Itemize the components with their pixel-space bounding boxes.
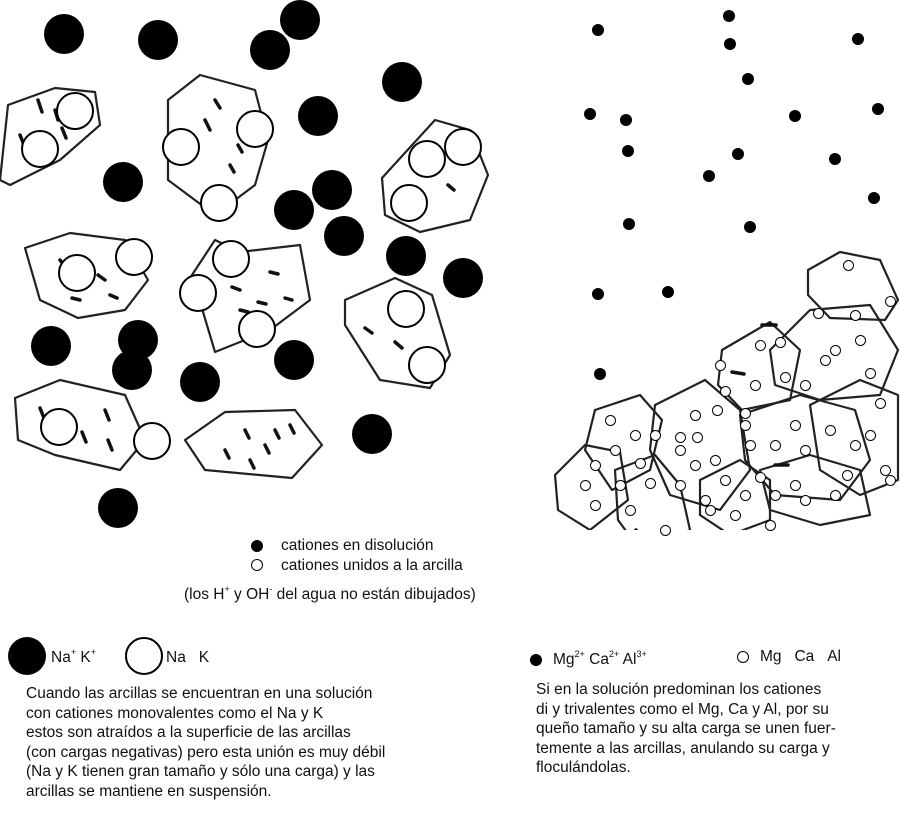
bound-cation — [715, 360, 726, 371]
dissolved-cation — [180, 362, 220, 402]
bound-cation — [842, 470, 853, 481]
dissolved-cation — [274, 190, 314, 230]
dissolved-cation — [852, 33, 864, 45]
dissolved-cation — [872, 103, 884, 115]
bound-cation — [765, 520, 776, 531]
right-explanation: Si en la solución predominan los cationes di y trivalentes como el Mg, Ca y Al, por su queño tamaño y su alta carga se unen fuer- temente a las arcillas, anulando su carga y floculándolas. — [536, 681, 836, 776]
dissolved-cation — [298, 96, 338, 136]
dissolved-cation — [723, 10, 735, 22]
dissolved-cation — [324, 216, 364, 256]
bound-cation — [740, 490, 751, 501]
bound-cation — [200, 184, 238, 222]
dissolved-cation — [829, 153, 841, 165]
bound-cation — [610, 445, 621, 456]
bound-cation — [755, 472, 766, 483]
bound-cation — [770, 490, 781, 501]
bound-cation — [710, 455, 721, 466]
bound-cation — [675, 480, 686, 491]
dissolved-cation — [31, 326, 71, 366]
dissolved-cation — [732, 148, 744, 160]
bound-cation — [179, 274, 217, 312]
dissolved-cation — [98, 488, 138, 528]
bound-cation — [635, 458, 646, 469]
dissolved-cation — [868, 192, 880, 204]
bound-cation — [605, 415, 616, 426]
dissolved-cation — [622, 145, 634, 157]
bound-cation — [675, 445, 686, 456]
legend-dissolved-label: cationes en disolución — [281, 537, 434, 554]
bound-cation — [590, 460, 601, 471]
bound-cation — [238, 310, 276, 348]
bound-cation — [745, 440, 756, 451]
clay-plate — [718, 322, 800, 410]
dissolved-cation — [280, 0, 320, 40]
bound-cation — [630, 430, 641, 441]
dissolved-cation — [112, 350, 152, 390]
dissolved-cation — [623, 218, 635, 230]
bound-cation — [133, 422, 171, 460]
bound-cation — [236, 110, 274, 148]
bound-cation — [690, 410, 701, 421]
bound-cation — [740, 408, 751, 419]
dissolved-cation — [789, 110, 801, 122]
bound-cation — [40, 408, 78, 446]
dissolved-cation — [592, 24, 604, 36]
bound-cation — [813, 308, 824, 319]
bound-cation-legend-icon — [251, 559, 263, 571]
bound-cation — [444, 128, 482, 166]
dissolved-cation-legend-icon — [251, 540, 263, 552]
bound-cation — [865, 368, 876, 379]
mg-ca-al-ion-label: $Mg^{2+}$ $Ca^{2+}$ $Al^{3+}$ — [553, 649, 647, 668]
bound-cation — [115, 238, 153, 276]
mg-ca-al-bound-label: Mg Ca Al — [760, 648, 842, 665]
dissolved-cation — [138, 20, 178, 60]
dissolved-cation — [724, 38, 736, 50]
dissolved-cation — [662, 286, 674, 298]
polyvalent-cation-icon — [530, 654, 542, 666]
dissolved-cation — [744, 221, 756, 233]
bound-cation — [408, 346, 446, 384]
bound-cation — [730, 510, 741, 521]
bound-polyvalent-icon — [737, 651, 749, 663]
bound-cation — [820, 355, 831, 366]
bound-cation — [720, 475, 731, 486]
bound-cation — [705, 505, 716, 516]
dissolved-cation — [103, 162, 143, 202]
dissolved-cation — [703, 170, 715, 182]
bound-cation — [712, 405, 723, 416]
bound-cation — [590, 500, 601, 511]
bound-cation — [580, 480, 591, 491]
bound-cation — [408, 140, 446, 178]
dissolved-cation — [592, 288, 604, 300]
bound-cation — [720, 386, 731, 397]
bound-cation — [865, 430, 876, 441]
bound-cation — [690, 460, 701, 471]
bound-cation — [615, 480, 626, 491]
bound-cation — [645, 478, 656, 489]
dissolved-cation — [584, 108, 596, 120]
bound-cation — [800, 380, 811, 391]
bound-cation — [750, 380, 761, 391]
dissolved-cation — [44, 14, 84, 54]
bound-cation — [675, 432, 686, 443]
bound-cation — [875, 398, 886, 409]
dissolved-cation — [594, 368, 606, 380]
bound-monovalent-icon — [125, 637, 163, 675]
bound-cation — [775, 337, 786, 348]
dissolved-cation — [274, 340, 314, 380]
bound-cation — [162, 128, 200, 166]
dissolved-cation — [250, 30, 290, 70]
bound-cation — [780, 372, 791, 383]
bound-cation — [770, 440, 781, 451]
bound-cation — [830, 490, 841, 501]
bound-cation — [850, 310, 861, 321]
bound-cation — [625, 505, 636, 516]
dissolved-cation — [443, 258, 483, 298]
bound-cation — [660, 525, 671, 536]
dissolved-cation — [386, 236, 426, 276]
bound-cation — [843, 260, 854, 271]
legend-bound-label: cationes unidos a la arcilla — [281, 557, 463, 574]
bound-cation — [825, 425, 836, 436]
bound-cation — [740, 420, 751, 431]
bound-cation — [855, 335, 866, 346]
bound-cation — [790, 420, 801, 431]
bound-cation — [21, 130, 59, 168]
bound-cation — [885, 296, 896, 307]
clay-plate — [15, 380, 145, 470]
na-k-bound-label: Na K — [166, 649, 210, 666]
bound-cation — [58, 254, 96, 292]
bound-cation — [56, 92, 94, 130]
bound-cation — [692, 432, 703, 443]
bound-cation — [800, 495, 811, 506]
legend-note: (los H+ y OH- del agua no están dibujados) — [184, 584, 476, 603]
na-k-ion-label: Na+ K+ — [51, 647, 97, 666]
monovalent-cation-icon — [8, 637, 46, 675]
bound-cation — [755, 340, 766, 351]
bound-cation — [800, 445, 811, 456]
dissolved-cation — [352, 414, 392, 454]
bound-cation — [885, 475, 896, 486]
bound-cation — [830, 345, 841, 356]
bound-cation — [650, 430, 661, 441]
bound-cation — [390, 184, 428, 222]
bound-cation — [212, 240, 250, 278]
dissolved-cation — [742, 73, 754, 85]
dissolved-cation — [620, 114, 632, 126]
left-explanation: Cuando las arcillas se encuentran en una solución con cationes monovalentes como el Na y K estos son atraídos a la superficie de las arcillas (con cargas negativas) pero esta unión es muy débil (Na y K tienen gran tamaño y sólo una carga) y las arcillas se mantiene en suspensión. — [26, 685, 386, 800]
dissolved-cation — [382, 62, 422, 102]
bound-cation — [387, 290, 425, 328]
dissolved-cation — [312, 170, 352, 210]
bound-cation — [790, 480, 801, 491]
bound-cation — [850, 440, 861, 451]
